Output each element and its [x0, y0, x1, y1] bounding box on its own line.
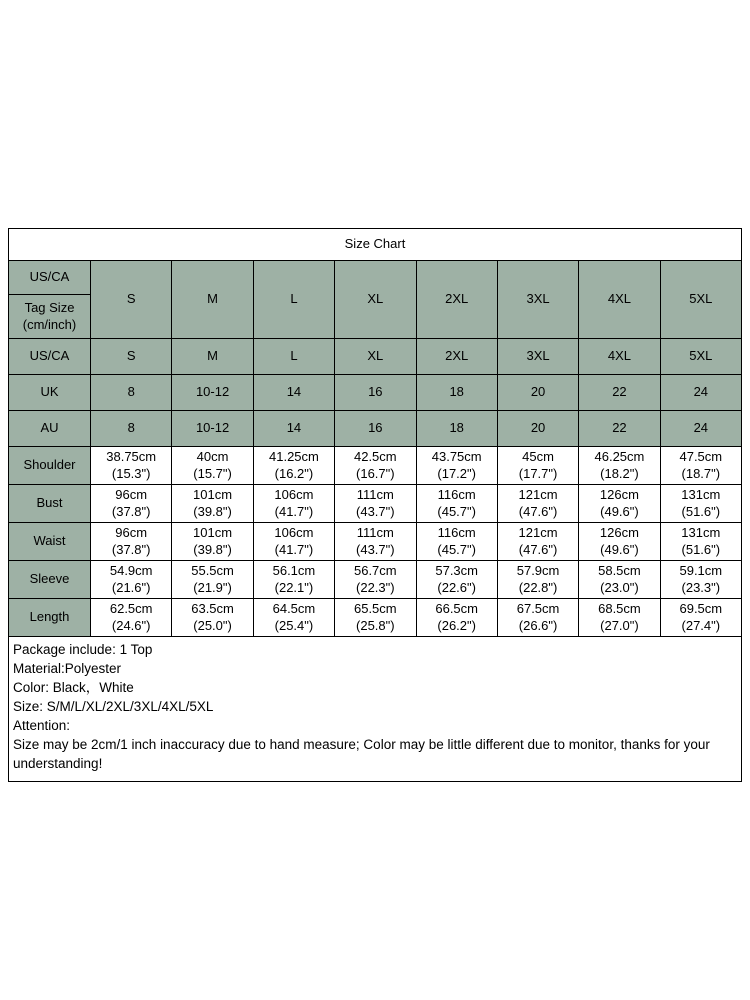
- value-cm: 131cm: [681, 525, 721, 541]
- value-cm: 42.5cm: [353, 449, 397, 465]
- value-cm: 41.25cm: [269, 449, 319, 465]
- measurement-value-cell: [416, 523, 497, 561]
- size-chart: [8, 228, 742, 782]
- value-cm: 57.9cm: [516, 563, 560, 579]
- title-row: [9, 229, 742, 261]
- size-value-cell: 20: [497, 411, 578, 447]
- row-label: Shoulder: [9, 447, 91, 485]
- measurement-value-cell: [579, 523, 660, 561]
- measurement-value-cell: [579, 561, 660, 599]
- value-cm: 56.7cm: [353, 563, 397, 579]
- size-value-cell: 22: [579, 375, 660, 411]
- value-inch: (22.6"): [437, 579, 476, 595]
- value-inch: (15.7"): [193, 465, 232, 481]
- value-inch: (17.7"): [518, 465, 558, 481]
- measurement-value-cell: [497, 561, 578, 599]
- size-value-cell: 2XL: [416, 339, 497, 375]
- value-inch: (51.6"): [681, 541, 721, 557]
- value-cm: 126cm: [599, 487, 639, 503]
- size-value-cell: 10-12: [172, 411, 253, 447]
- measurement-value-cell: [660, 523, 741, 561]
- value-cm: 57.3cm: [435, 563, 478, 579]
- measurement-value-cell: [172, 599, 253, 637]
- value-inch: (26.2"): [437, 617, 476, 633]
- value-inch: (47.6"): [518, 541, 558, 557]
- measurement-value-cell: [335, 561, 416, 599]
- size-value-cell: 8: [91, 411, 172, 447]
- measurement-row-length: [9, 599, 742, 637]
- row-label: UK: [9, 375, 91, 411]
- measurement-value-cell: [335, 599, 416, 637]
- measurement-value-cell: [660, 485, 741, 523]
- size-value-cell: 16: [335, 411, 416, 447]
- value-inch: (18.7"): [681, 465, 721, 481]
- measurement-value-cell: [91, 485, 172, 523]
- note-line: Size may be 2cm/1 inch inaccuracy due to hand measure; Color may be little different due to monitor, thanks for your understanding!: [13, 737, 710, 771]
- value-inch: (43.7"): [356, 503, 395, 519]
- value-cm: 116cm: [437, 525, 476, 541]
- value-inch: (37.8"): [111, 541, 151, 557]
- value-inch: (27.4"): [681, 617, 721, 633]
- value-cm: 106cm: [274, 487, 314, 503]
- measurement-value-cell: [497, 523, 578, 561]
- value-inch: (26.6"): [518, 617, 558, 633]
- value-inch: (49.6"): [600, 541, 639, 557]
- value-inch: (22.1"): [274, 579, 314, 595]
- value-cm: 67.5cm: [516, 601, 560, 617]
- value-cm: 96cm: [115, 487, 148, 503]
- measurement-value-cell: [416, 485, 497, 523]
- value-cm: 62.5cm: [109, 601, 153, 617]
- value-cm: 111cm: [356, 487, 394, 503]
- measurement-value-cell: [497, 447, 578, 485]
- value-inch: (17.2"): [437, 465, 476, 481]
- product-notes: [8, 636, 742, 782]
- size-value-cell: 18: [416, 411, 497, 447]
- size-value-cell: 16: [335, 375, 416, 411]
- measurement-value-cell: [172, 561, 253, 599]
- value-inch: (51.6"): [681, 503, 721, 519]
- value-inch: (16.2"): [274, 465, 314, 481]
- value-cm: 55.5cm: [191, 563, 234, 579]
- size-value-cell: L: [253, 339, 334, 375]
- size-col-header-xl: XL: [335, 261, 416, 339]
- measurement-value-cell: [416, 447, 497, 485]
- value-cm: 66.5cm: [435, 601, 478, 617]
- row-label: Length: [9, 599, 91, 637]
- value-inch: (18.2"): [600, 465, 639, 481]
- value-cm: 96cm: [115, 525, 148, 541]
- size-row-uk: [9, 375, 742, 411]
- measurement-value-cell: [91, 599, 172, 637]
- row-label: US/CA: [9, 339, 91, 375]
- measurement-row-bust: [9, 485, 742, 523]
- measurement-value-cell: [91, 561, 172, 599]
- value-inch: (15.3"): [111, 465, 151, 481]
- size-value-cell: 4XL: [579, 339, 660, 375]
- size-col-header-5xl: 5XL: [660, 261, 741, 339]
- size-value-cell: 20: [497, 375, 578, 411]
- size-value-cell: 10-12: [172, 375, 253, 411]
- size-col-header-s: S: [91, 261, 172, 339]
- note-line: Size: S/M/L/XL/2XL/3XL/4XL/5XL: [13, 699, 214, 714]
- size-value-cell: M: [172, 339, 253, 375]
- value-cm: 126cm: [599, 525, 639, 541]
- value-inch: (45.7"): [437, 503, 476, 519]
- size-row-us-ca: [9, 339, 742, 375]
- measurement-value-cell: [335, 523, 416, 561]
- size-row-au: [9, 411, 742, 447]
- value-cm: 45cm: [522, 449, 554, 465]
- value-cm: 47.5cm: [679, 449, 723, 465]
- value-cm: 106cm: [274, 525, 314, 541]
- measurement-value-cell: [579, 485, 660, 523]
- measurement-value-cell: [172, 485, 253, 523]
- measurement-value-cell: [91, 523, 172, 561]
- value-cm: 59.1cm: [679, 563, 723, 579]
- measurement-value-cell: [253, 485, 334, 523]
- value-inch: (39.8"): [193, 541, 232, 557]
- size-chart-title: Size Chart: [9, 229, 742, 261]
- measurement-value-cell: [497, 599, 578, 637]
- value-cm: 58.5cm: [598, 563, 641, 579]
- size-value-cell: 3XL: [497, 339, 578, 375]
- measurement-value-cell: [579, 599, 660, 637]
- value-cm: 101cm: [193, 487, 233, 503]
- value-inch: (39.8"): [193, 503, 232, 519]
- value-cm: 46.25cm: [594, 449, 645, 465]
- value-inch: (43.7"): [356, 541, 395, 557]
- size-value-cell: 24: [660, 375, 741, 411]
- value-cm: 68.5cm: [598, 601, 641, 617]
- value-cm: 65.5cm: [353, 601, 397, 617]
- value-inch: (25.0"): [193, 617, 232, 633]
- row-label: Bust: [9, 485, 91, 523]
- size-value-cell: 18: [416, 375, 497, 411]
- value-inch: (25.4"): [274, 617, 314, 633]
- value-cm: 63.5cm: [191, 601, 234, 617]
- corner-tag-size-label: Tag Size (cm/inch): [9, 295, 91, 339]
- measurement-value-cell: [172, 447, 253, 485]
- measurement-value-cell: [91, 447, 172, 485]
- value-inch: (22.8"): [518, 579, 558, 595]
- value-inch: (23.3"): [681, 579, 721, 595]
- size-value-cell: 22: [579, 411, 660, 447]
- measurement-value-cell: [335, 447, 416, 485]
- value-inch: (41.7"): [274, 541, 314, 557]
- measurement-value-cell: [416, 599, 497, 637]
- size-col-header-l: L: [253, 261, 334, 339]
- measurement-value-cell: [172, 523, 253, 561]
- size-value-cell: 5XL: [660, 339, 741, 375]
- row-label: AU: [9, 411, 91, 447]
- note-line: Material:Polyester: [13, 661, 122, 676]
- measurement-value-cell: [335, 485, 416, 523]
- value-inch: (22.3"): [356, 579, 395, 595]
- value-inch: (45.7"): [437, 541, 476, 557]
- row-label: Sleeve: [9, 561, 91, 599]
- value-inch: (23.0"): [600, 579, 639, 595]
- value-cm: 54.9cm: [109, 563, 153, 579]
- size-value-cell: 14: [253, 411, 334, 447]
- value-inch: (24.6"): [111, 617, 151, 633]
- measurement-value-cell: [416, 561, 497, 599]
- value-cm: 111cm: [356, 525, 394, 541]
- note-line: Attention:: [13, 718, 71, 733]
- value-inch: (21.9"): [193, 579, 232, 595]
- measurement-value-cell: [253, 561, 334, 599]
- value-cm: 116cm: [437, 487, 476, 503]
- size-value-cell: XL: [335, 339, 416, 375]
- value-cm: 40cm: [196, 449, 229, 465]
- value-cm: 43.75cm: [431, 449, 482, 465]
- note-line: Color: Black，White: [13, 680, 134, 695]
- measurement-value-cell: [253, 447, 334, 485]
- measurement-value-cell: [579, 447, 660, 485]
- size-col-header-3xl: 3XL: [497, 261, 578, 339]
- value-cm: 121cm: [518, 525, 558, 541]
- measurement-row-shoulder: [9, 447, 742, 485]
- size-value-cell: 8: [91, 375, 172, 411]
- value-inch: (21.6"): [111, 579, 151, 595]
- corner-usca-label: US/CA: [9, 261, 91, 295]
- header-row-usca-top: [9, 261, 742, 295]
- size-value-cell: S: [91, 339, 172, 375]
- value-cm: 64.5cm: [272, 601, 316, 617]
- value-cm: 121cm: [518, 487, 558, 503]
- value-cm: 56.1cm: [272, 563, 316, 579]
- value-cm: 69.5cm: [679, 601, 723, 617]
- measurement-value-cell: [253, 599, 334, 637]
- size-col-header-m: M: [172, 261, 253, 339]
- size-value-cell: 24: [660, 411, 741, 447]
- value-inch: (37.8"): [111, 503, 151, 519]
- size-value-cell: 14: [253, 375, 334, 411]
- value-inch: (16.7"): [356, 465, 395, 481]
- value-cm: 131cm: [681, 487, 721, 503]
- value-inch: (27.0"): [600, 617, 639, 633]
- value-cm: 38.75cm: [106, 449, 157, 465]
- measurement-value-cell: [253, 523, 334, 561]
- value-inch: (49.6"): [600, 503, 639, 519]
- value-cm: 101cm: [193, 525, 233, 541]
- note-line: Package include: 1 Top: [13, 642, 153, 657]
- measurement-row-waist: [9, 523, 742, 561]
- measurement-value-cell: [660, 561, 741, 599]
- row-label: Waist: [9, 523, 91, 561]
- measurement-value-cell: [660, 447, 741, 485]
- size-col-header-2xl: 2XL: [416, 261, 497, 339]
- size-chart-table: [8, 228, 742, 637]
- value-inch: (25.8"): [356, 617, 395, 633]
- measurement-value-cell: [497, 485, 578, 523]
- measurement-row-sleeve: [9, 561, 742, 599]
- value-inch: (41.7"): [274, 503, 314, 519]
- value-inch: (47.6"): [518, 503, 558, 519]
- size-col-header-4xl: 4XL: [579, 261, 660, 339]
- measurement-value-cell: [660, 599, 741, 637]
